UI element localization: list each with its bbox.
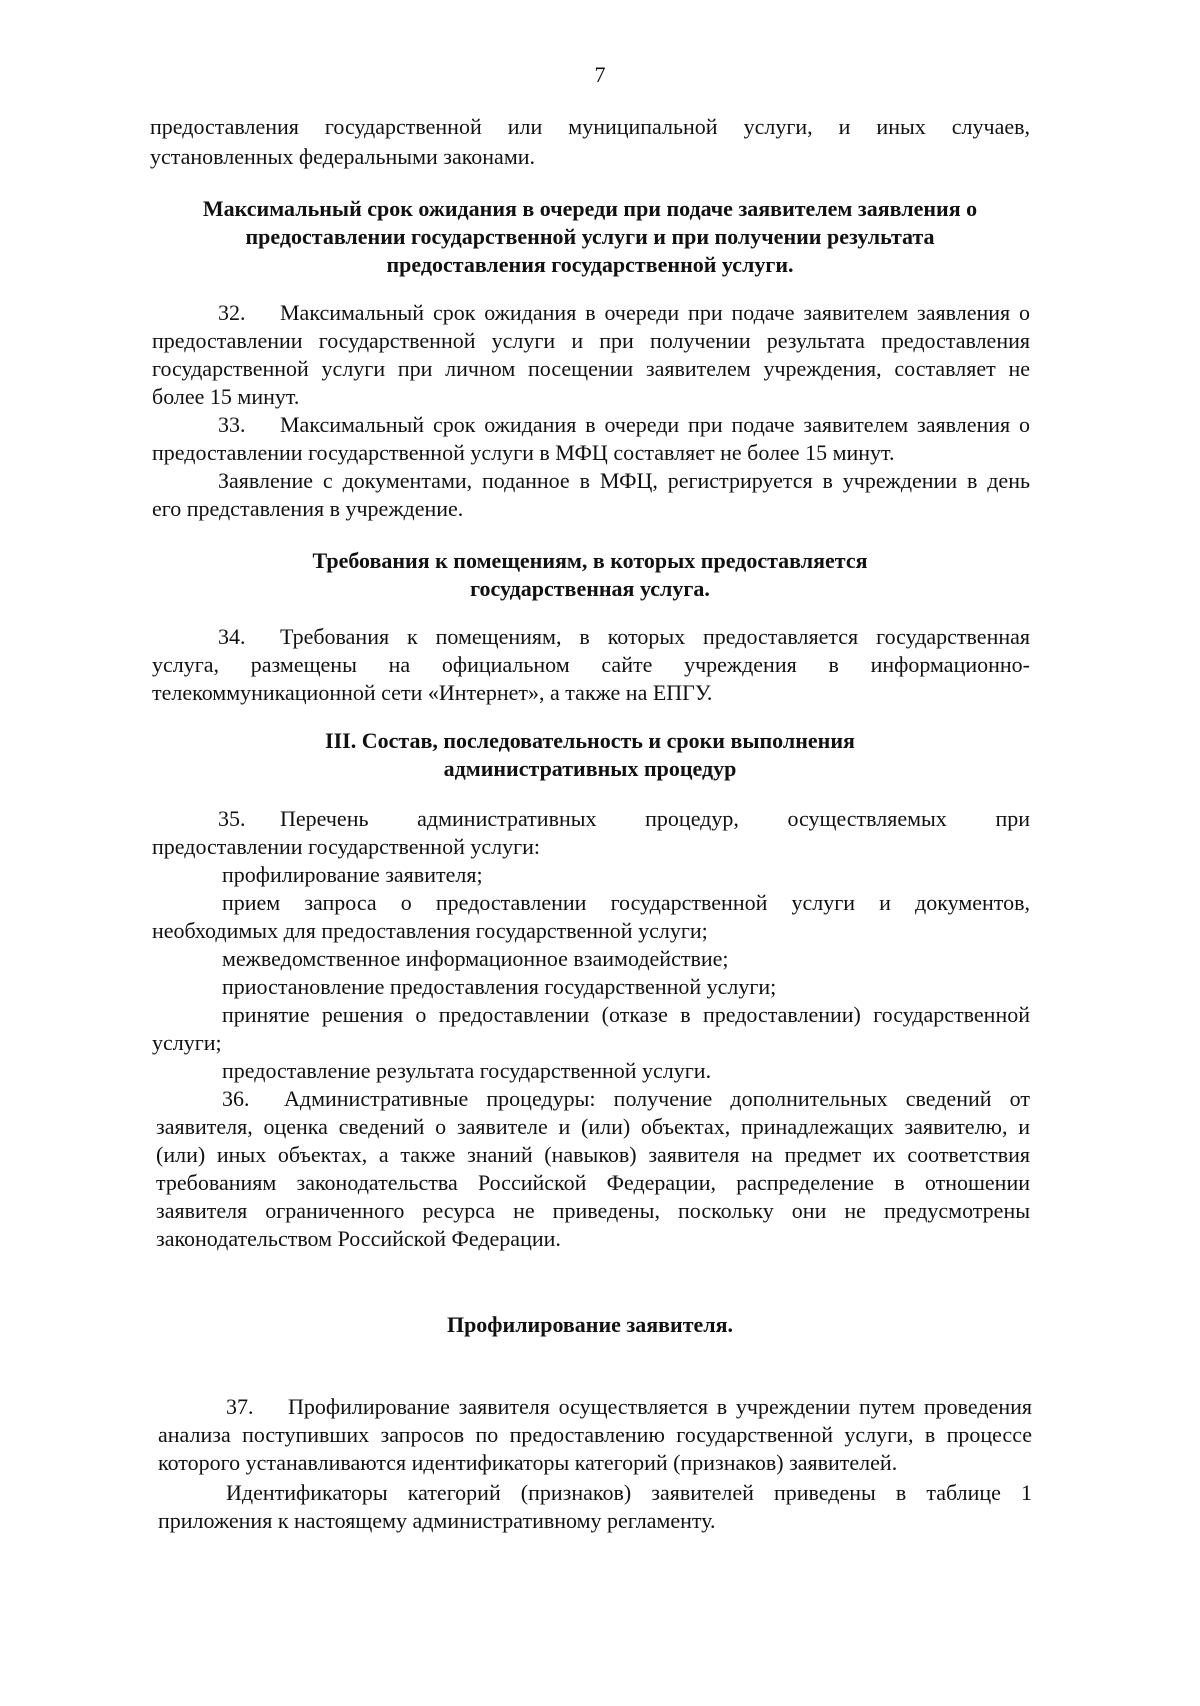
intro-line-2: установленных федеральными законами.	[150, 144, 536, 169]
paragraph-37-line: анализа поступивших запросов по предоставлению государственной услуги, в процессе	[158, 1422, 1032, 1447]
heading-premises-2: государственная услуга.	[470, 576, 710, 601]
paragraph-35-number: 35.	[218, 806, 246, 831]
paragraph-32-first-text: Максимальный срок ожидания в очереди при подаче заявителем заявления о	[280, 300, 1030, 325]
paragraph-32-line: государственной услуги при личном посещении заявителем учреждения, составляет не	[152, 356, 1030, 381]
list-item: профилирование заявителя;	[222, 862, 483, 887]
paragraph-32-first	[218, 298, 1030, 328]
heading-waiting-time-2: предоставлении государственной услуги и при получении результата	[245, 224, 935, 249]
paragraph-35-first-text: Перечень административных процедур, осуществляемых при	[280, 806, 1030, 831]
paragraph-34-line: телекоммуникационной сети «Интернет», а также на ЕПГУ.	[152, 680, 713, 705]
paragraph-33-first	[218, 410, 1030, 440]
heading-profiling: Профилирование заявителя.	[446, 1312, 734, 1337]
paragraph-36-number: 36.	[222, 1086, 250, 1111]
paragraph-34-number: 34.	[218, 624, 246, 649]
heading-waiting-time-1: Максимальный срок ожидания в очереди при подаче заявителем заявления о	[202, 196, 978, 221]
list-item: предоставление результата государственной услуги.	[222, 1058, 712, 1083]
paragraph-37b-line: приложения к настоящему административному регламенту.	[158, 1508, 716, 1533]
paragraph-34-line: услуга, размещены на официальном сайте учреждения в информационно-	[152, 652, 1030, 677]
paragraph-33-number: 33.	[218, 412, 246, 437]
list-item-continuation: услуги;	[152, 1030, 222, 1055]
paragraph-37-number: 37.	[226, 1394, 254, 1419]
paragraph-35-line: предоставлении государственной услуги:	[152, 834, 541, 859]
paragraph-36-line: требованиям законодательства Российской Федерации, распределение в отношении	[156, 1170, 1030, 1195]
list-item: принятие решения о предоставлении (отказе в предоставлении) государственной	[222, 1002, 1030, 1027]
paragraph-32-line: более 15 минут.	[152, 384, 300, 409]
paragraph-37-first-text: Профилирование заявителя осуществляется в учреждении путем проведения	[288, 1394, 1032, 1419]
page-number: 7	[594, 62, 606, 87]
list-item-continuation: необходимых для предоставления государственной услуги;	[152, 918, 708, 943]
paragraph-34-first-text: Требования к помещениям, в которых предоставляется государственная	[280, 624, 1030, 649]
paragraph-36-line: заявителя ограниченного ресурса не приведены, поскольку они не предусмотрены	[156, 1198, 1030, 1223]
list-item: прием запроса о предоставлении государственной услуги и документов,	[222, 890, 1030, 915]
paragraph-33b-line: его представления в учреждение.	[152, 496, 464, 521]
list-item: межведомственное информационное взаимодействие;	[222, 946, 729, 971]
paragraph-36-line: заявителя, оценка сведений о заявителе и (или) объектах, принадлежащих заявителю, и	[156, 1114, 1030, 1139]
heading-section-3-2: административных процедур	[443, 756, 737, 781]
paragraph-37-line: которого устанавливаются идентификаторы категорий (признаков) заявителей.	[158, 1450, 898, 1475]
paragraph-34-first	[218, 622, 1030, 652]
paragraph-35-first	[218, 804, 1030, 834]
paragraph-36-first-text: Административные процедуры: получение дополнительных сведений от	[284, 1086, 1030, 1111]
intro-line-1: предоставления государственной или муниципальной услуги, и иных случаев,	[150, 114, 1030, 139]
paragraph-37-first	[226, 1392, 1032, 1422]
paragraph-33b-line: Заявление с документами, поданное в МФЦ, регистрируется в учреждении в день	[218, 468, 1030, 493]
paragraph-33-line: предоставлении государственной услуги в МФЦ составляет не более 15 минут.	[152, 440, 895, 465]
paragraph-36-line: (или) иных объектах, а также знаний (навыков) заявителя на предмет их соответствия	[156, 1142, 1030, 1167]
list-item: приостановление предоставления государственной услуги;	[222, 974, 777, 999]
paragraph-36-line: законодательством Российской Федерации.	[156, 1226, 561, 1251]
heading-premises-1: Требования к помещениям, в которых предоставляется	[312, 548, 868, 573]
heading-waiting-time-3: предоставления государственной услуги.	[386, 252, 794, 277]
paragraph-33-first-text: Максимальный срок ожидания в очереди при подаче заявителем заявления о	[280, 412, 1030, 437]
paragraph-36-first	[222, 1084, 1030, 1114]
heading-section-3-1: III. Состав, последовательность и сроки выполнения	[325, 728, 855, 753]
paragraph-32-line: предоставлении государственной услуги и при получении результата предоставления	[152, 328, 1030, 353]
paragraph-32-number: 32.	[218, 300, 246, 325]
paragraph-37b-line: Идентификаторы категорий (признаков) заявителей приведены в таблице 1	[226, 1480, 1032, 1505]
